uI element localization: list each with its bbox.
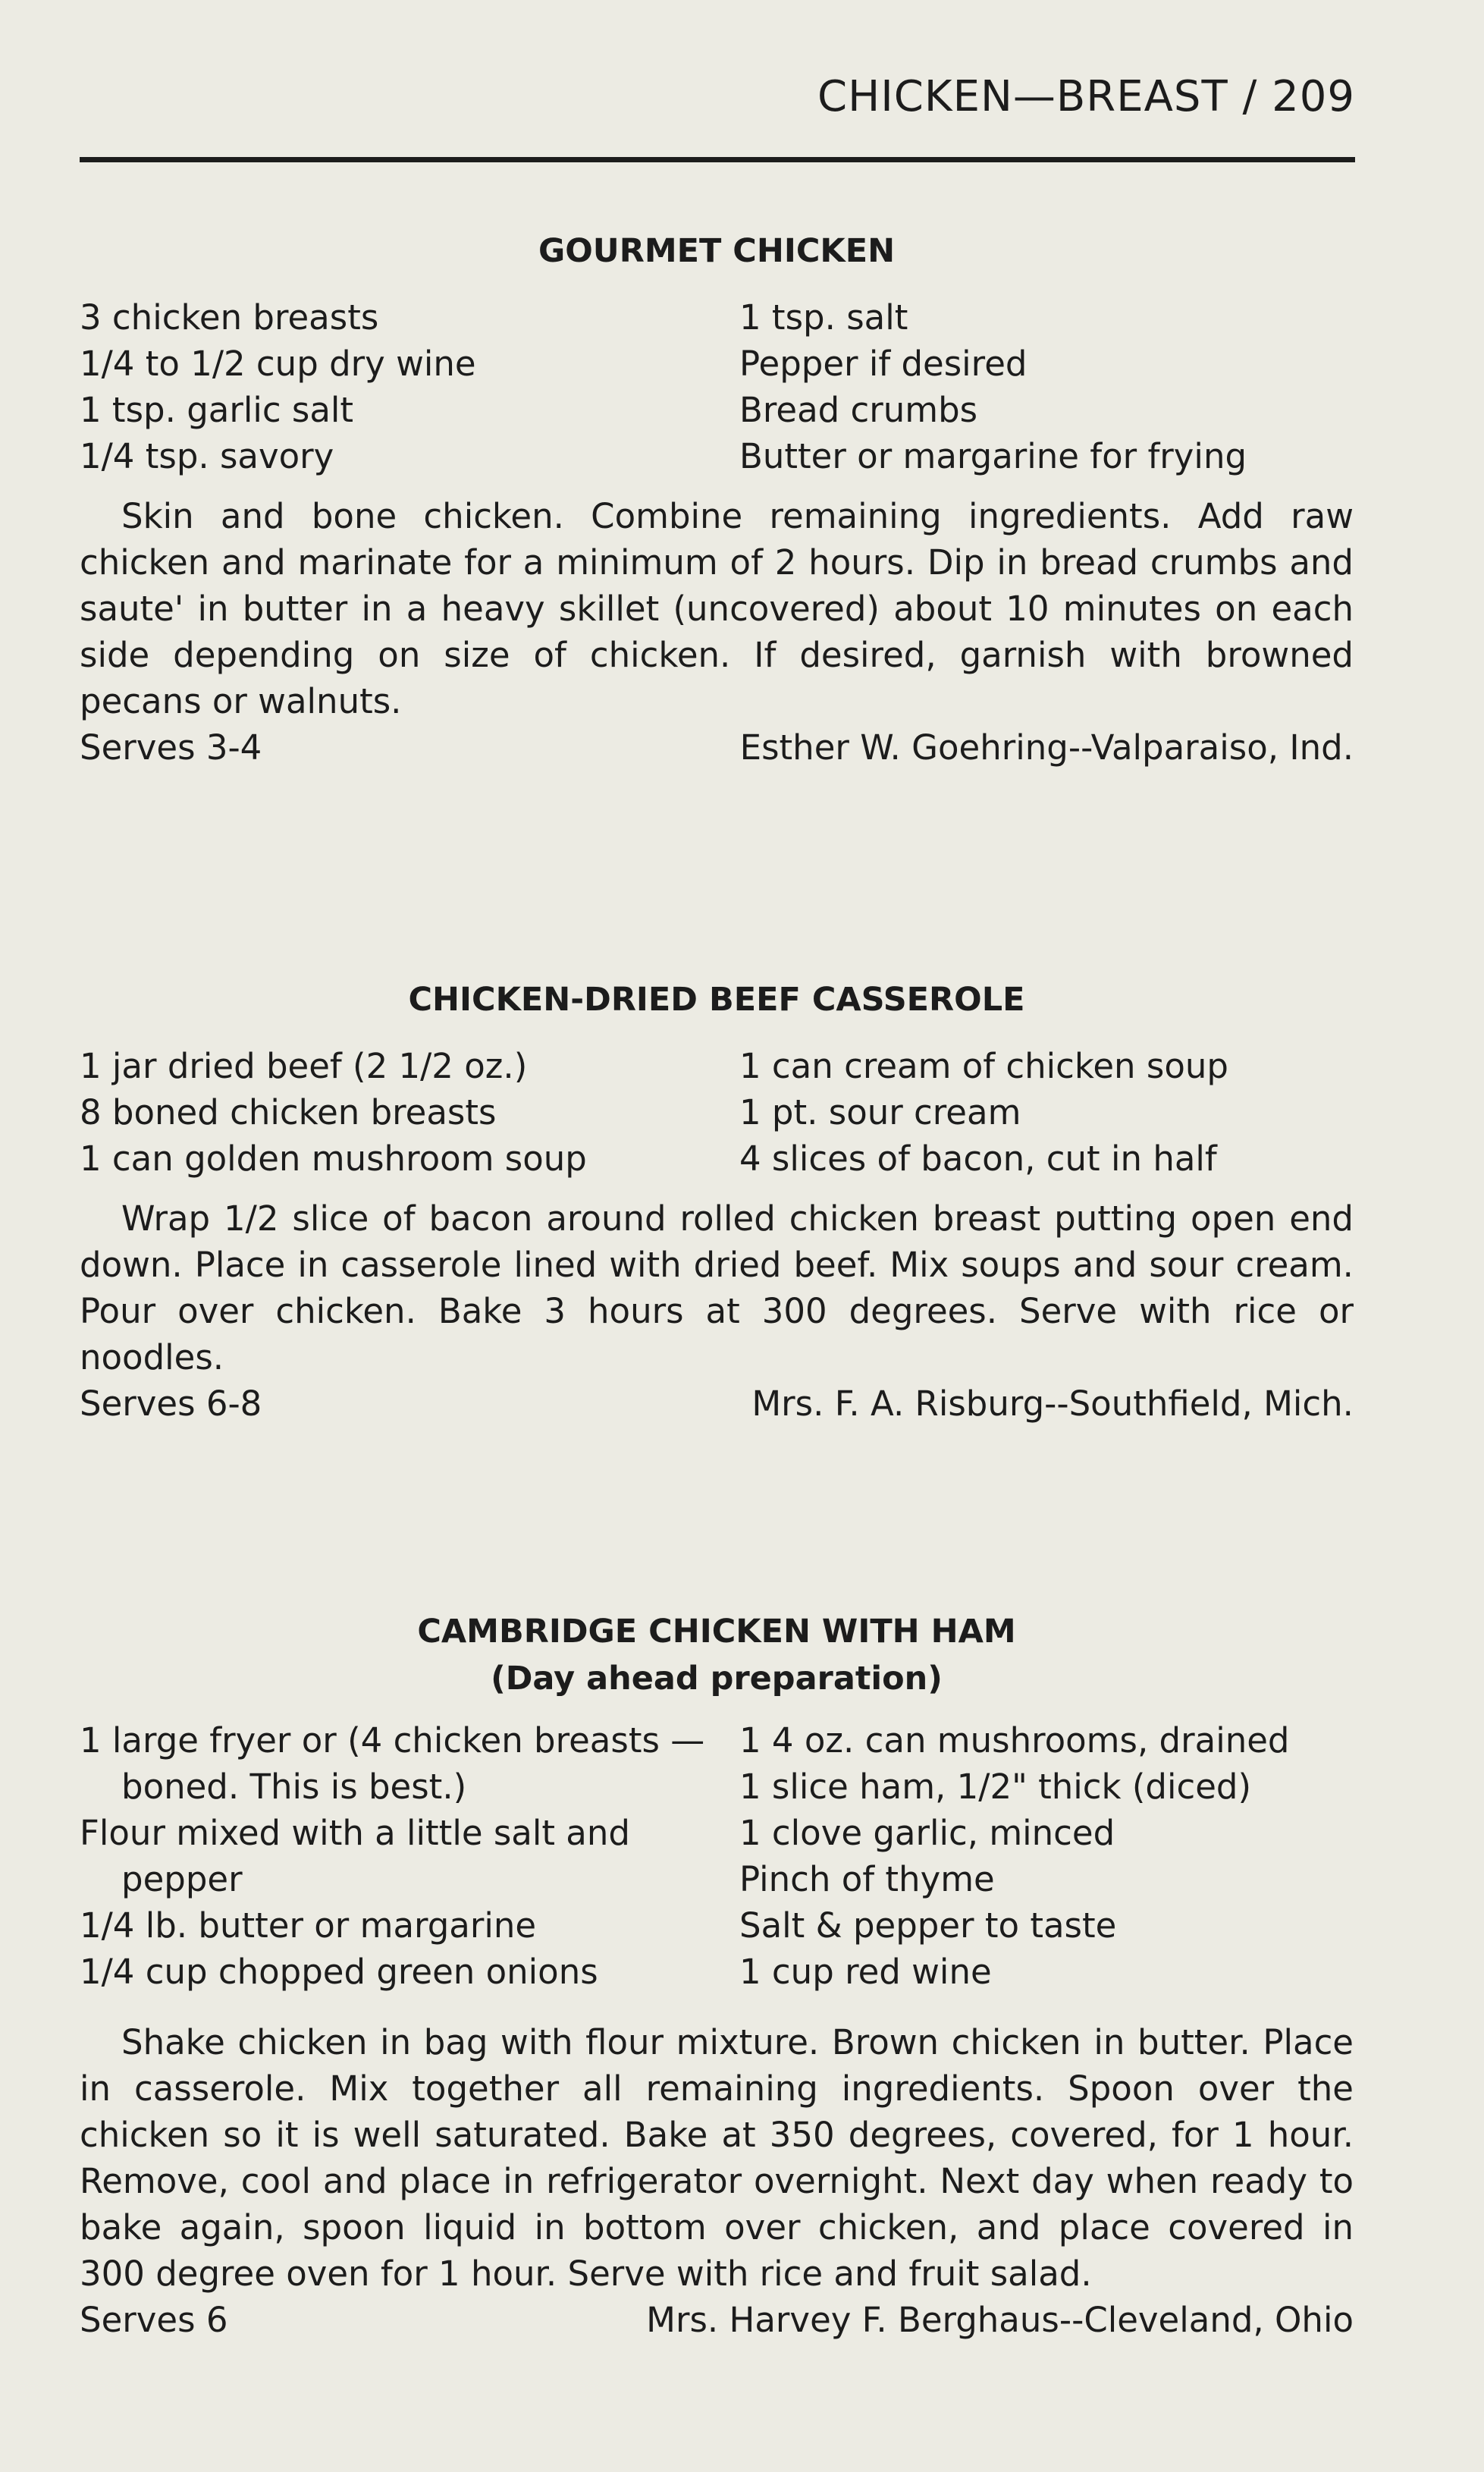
serves-text: Serves 3-4 [80, 727, 262, 768]
recipe-title: CAMBRIDGE CHICKEN WITH HAM [417, 1613, 1016, 1651]
ingredient-continuation: boned. This is best.) [121, 1767, 467, 1807]
ingredient-column-right [739, 1043, 1354, 1182]
ingredient-column-left [80, 1717, 739, 1995]
ingredient-column-right [739, 1717, 1354, 1995]
ingredient-column-right [739, 294, 1354, 479]
recipe-cambridge-chicken-with-ham [80, 1608, 1354, 2343]
ingredient: 1 can golden mushroom soup [80, 1139, 587, 1179]
ingredient: Pinch of thyme [739, 1859, 995, 1899]
ingredient: 8 boned chicken breasts [80, 1092, 497, 1132]
running-head: CHICKEN—BREAST / 209 [817, 72, 1355, 121]
ingredient: 1 tsp. salt [739, 297, 908, 338]
ingredient: 1/4 lb. butter or margarine [80, 1905, 537, 1946]
ingredient: 1 jar dried beef (2 1/2 oz.) [80, 1046, 528, 1086]
ingredient: 1 can cream of chicken soup [739, 1046, 1228, 1086]
ingredient-continuation: pepper [121, 1859, 243, 1899]
ingredient-list [80, 1717, 1354, 1995]
ingredient: Pepper if desired [739, 344, 1028, 384]
serves-text: Serves 6 [80, 2300, 228, 2340]
header-rule [80, 157, 1355, 162]
ingredient: 1 large fryer or (4 chicken breasts — [80, 1720, 705, 1761]
ingredient: 1 cup red wine [739, 1952, 992, 1992]
recipe-method: Shake chicken in bag with flour mixture. Brown chicken in butter. Place in casserole. Mix together all remaining ingredients. Spoon over the chicken so it is well saturated. Bake at 350 degrees, covered, for 1 hour. Remove, cool and place in refrigerator overnight. Next day when ready to bake again, spoon liquid in bottom over chicken, and place covered in 300 degree oven for 1 hour. Serve with rice and fruit salad. [80, 2022, 1354, 2294]
ingredient: 3 chicken breasts [80, 297, 379, 338]
ingredient: Flour mixed with a little salt and [80, 1813, 630, 1853]
contributor-credit: Mrs. F. A. Risburg--Southfield, Mich. [751, 1384, 1354, 1424]
recipe-footer [80, 2297, 1354, 2343]
contributor-credit: Mrs. Harvey F. Berghaus--Cleveland, Ohio [646, 2300, 1354, 2340]
contributor-credit: Esther W. Goehring--Valparaiso, Ind. [739, 727, 1354, 768]
ingredient: 1 slice ham, 1/2" thick (diced) [739, 1767, 1252, 1807]
serves-text: Serves 6-8 [80, 1384, 262, 1424]
ingredient-list [80, 1043, 1354, 1182]
recipe-gourmet-chicken [80, 228, 1354, 771]
recipe-subtitle: (Day ahead preparation) [491, 1660, 943, 1698]
ingredient: 1/4 to 1/2 cup dry wine [80, 344, 476, 384]
recipe-footer [80, 724, 1354, 771]
recipe-method: Wrap 1/2 slice of bacon around rolled chicken breast putting open end down. Place in casserole lined with dried beef. Mix soups and sour cream. Pour over chicken. Bake 3 hours at 300 degrees. Serve with rice or noodles. [80, 1198, 1354, 1377]
ingredient-list [80, 294, 1354, 479]
recipe-method: Skin and bone chicken. Combine remaining ingredients. Add raw chicken and marinate for a minimum of 2 hours. Dip in bread crumbs and saute' in butter in a heavy skillet (uncovered) about 10 minutes on each side depending on size of chicken. If desired, garnish with browned pecans or walnuts. [80, 496, 1354, 721]
recipe-title: GOURMET CHICKEN [538, 232, 896, 270]
ingredient: Salt & pepper to taste [739, 1905, 1117, 1946]
ingredient: 4 slices of bacon, cut in half [739, 1139, 1217, 1179]
recipe-footer [80, 1380, 1354, 1427]
ingredient-column-left [80, 294, 739, 479]
ingredient: 1/4 cup chopped green onions [80, 1952, 598, 1992]
ingredient: 1 clove garlic, minced [739, 1813, 1115, 1853]
ingredient: 1 4 oz. can mushrooms, drained [739, 1720, 1290, 1761]
ingredient-column-left [80, 1043, 739, 1182]
ingredient: 1 tsp. garlic salt [80, 390, 354, 430]
ingredient: 1/4 tsp. savory [80, 436, 334, 476]
ingredient: Bread crumbs [739, 390, 978, 430]
ingredient: Butter or margarine for frying [739, 436, 1247, 476]
ingredient: 1 pt. sour cream [739, 1092, 1021, 1132]
recipe-title: CHICKEN-DRIED BEEF CASSEROLE [408, 981, 1025, 1019]
recipe-chicken-dried-beef-casserole [80, 976, 1354, 1427]
